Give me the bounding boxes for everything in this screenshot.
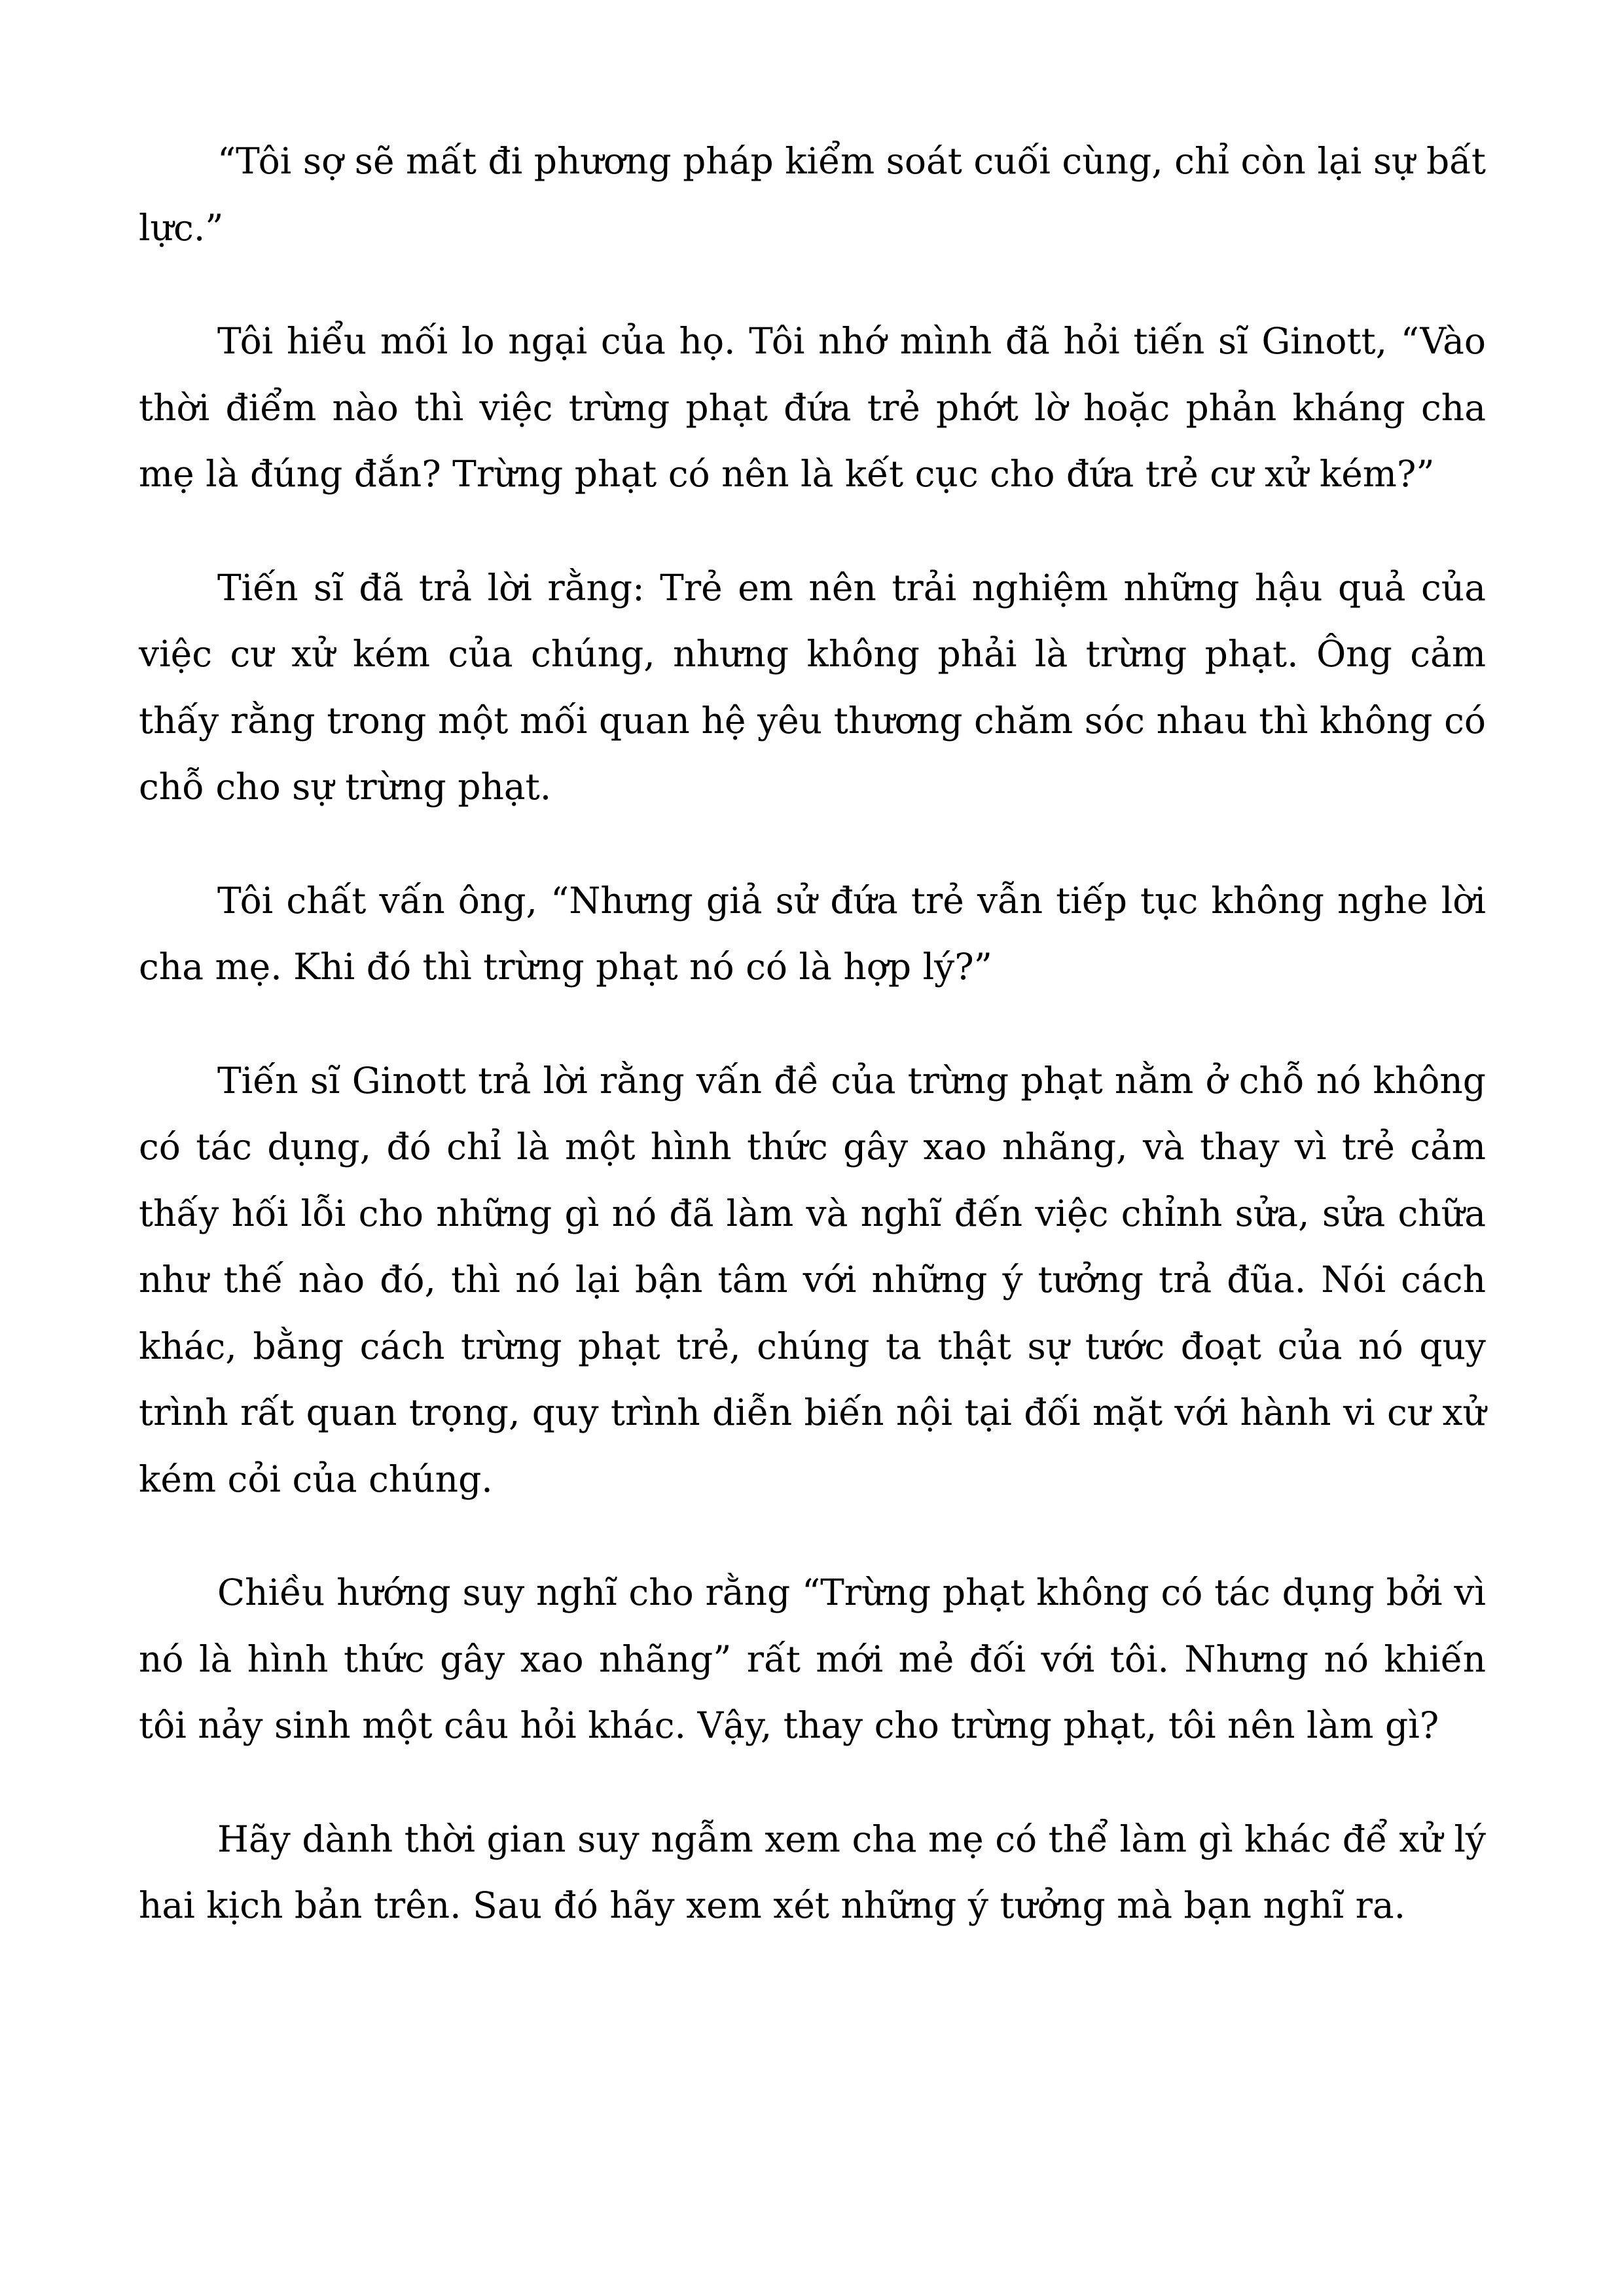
paragraph-punishment-distraction: Tiến sĩ Ginott trả lời rằng vấn đề của trừng phạt nằm ở chỗ nó không có tác dụng, đó chỉ là một hình thức gây xao nhãng, và thay vì trẻ cảm thấy hối lỗi cho những gì nó đã làm và nghĩ đến việc chỉnh sửa, sửa chữa như thế nào đó, thì nó lại bận tâm với những ý tưởng trả đũa. Nói cách khác, bằng cách trừng phạt trẻ, chúng ta thật sự tước đoạt của nó quy trình rất quan trọng, quy trình diễn biến nội tại đối mặt với hành vi cư xử kém cỏi của chúng.: [139, 1059, 1486, 1500]
paragraph-fear-of-losing-control: “Tôi sợ sẽ mất đi phương pháp kiểm soát cuối cùng, chỉ còn lại sự bất lực.”: [139, 140, 1486, 249]
paragraph-reflection-prompt: Hãy dành thời gian suy ngẫm xem cha mẹ có thể làm gì khác để xử lý hai kịch bản trên. Sau đó hãy xem xét những ý tưởng mà bạn nghĩ ra.: [139, 1818, 1486, 1926]
paragraph-challenge: Tôi chất vấn ông, “Nhưng giả sử đứa trẻ vẫn tiếp tục không nghe lời cha mẹ. Khi đó thì trừng phạt nó có là hợp lý?”: [139, 879, 1486, 988]
document-page: [139, 128, 1486, 1986]
paragraph-consequences-not-punishment: Tiến sĩ đã trả lời rằng: Trẻ em nên trải nghiệm những hậu quả của việc cư xử kém của chúng, nhưng không phải là trừng phạt. Ông cảm thấy rằng trong một mối quan hệ yêu thương chăm sóc nhau thì không có chỗ cho sự trừng phạt.: [139, 566, 1486, 808]
paragraph-new-thinking: Chiều hướng suy nghĩ cho rằng “Trừng phạt không có tác dụng bởi vì nó là hình thức gây xao nhãng” rất mới mẻ đối với tôi. Nhưng nó khiến tôi nảy sinh một câu hỏi khác. Vậy, thay cho trừng phạt, tôi nên làm gì?: [139, 1571, 1486, 1746]
paragraph-question-to-ginott: Tôi hiểu mối lo ngại của họ. Tôi nhớ mình đã hỏi tiến sĩ Ginott, “Vào thời điểm nào thì việc trừng phạt đứa trẻ phớt lờ hoặc phản kháng cha mẹ là đúng đắn? Trừng phạt có nên là kết cục cho đứa trẻ cư xử kém?”: [139, 320, 1486, 495]
